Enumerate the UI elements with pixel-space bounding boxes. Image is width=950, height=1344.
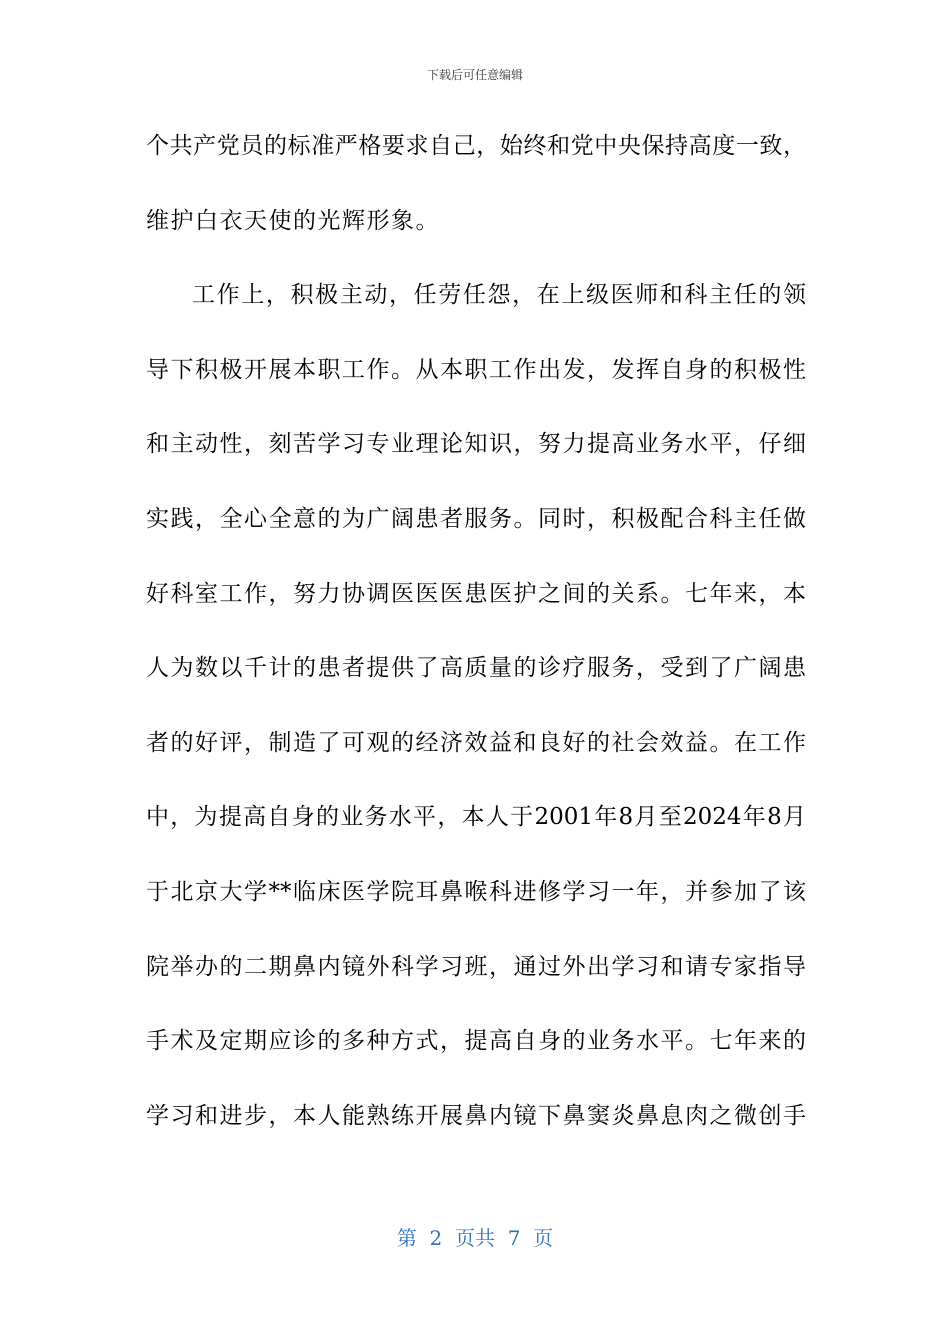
body-line: 者的好评，制造了可观的经济效益和良好的社会效益。在工作 bbox=[146, 729, 806, 756]
header-note: 下载后可任意编辑 bbox=[426, 68, 523, 82]
body-line: 院举办的二期鼻内镜外科学习班，通过外出学习和请专家指导 bbox=[146, 953, 806, 980]
body-line: 导下积极开展本职工作。从本职工作出发，发挥自身的积极性 bbox=[146, 356, 806, 383]
body-line: 实践，全心全意的为广阔患者服务。同时，积极配合科主任做 bbox=[146, 505, 806, 532]
body-line: 于北京大学**临床医学院耳鼻喉科进修学习一年，并参加了该 bbox=[146, 878, 806, 905]
body-line: 人为数以千计的患者提供了高质量的诊疗服务，受到了广阔患 bbox=[146, 655, 806, 682]
paragraph-first-line: 工作上，积极主动，任劳任怨，在上级医师和科主任的领 bbox=[192, 282, 806, 309]
body-line: 维护白衣天使的光辉形象。 bbox=[146, 207, 440, 234]
body-line: 学习和进步，本人能熟练开展鼻内镜下鼻窦炎鼻息肉之微创手 bbox=[146, 1102, 806, 1129]
body-line: 好科室工作，努力协调医医医患医护之间的关系。七年来，本 bbox=[146, 580, 806, 607]
body-line: 和主动性，刻苦学习专业理论知识，努力提高业务水平，仔细 bbox=[146, 431, 806, 458]
document-body bbox=[146, 126, 806, 1170]
body-line: 手术及定期应诊的多种方式，提高自身的业务水平。七年来的 bbox=[146, 1028, 806, 1055]
body-line: 中，为提高自身的业务水平，本人于2001年8月至2024年8月 bbox=[146, 804, 806, 831]
body-line: 个共产党员的标准严格要求自己，始终和党中央保持高度一致， bbox=[146, 133, 806, 159]
page-number-footer: 第 2 页共 7 页 bbox=[396, 1226, 554, 1250]
